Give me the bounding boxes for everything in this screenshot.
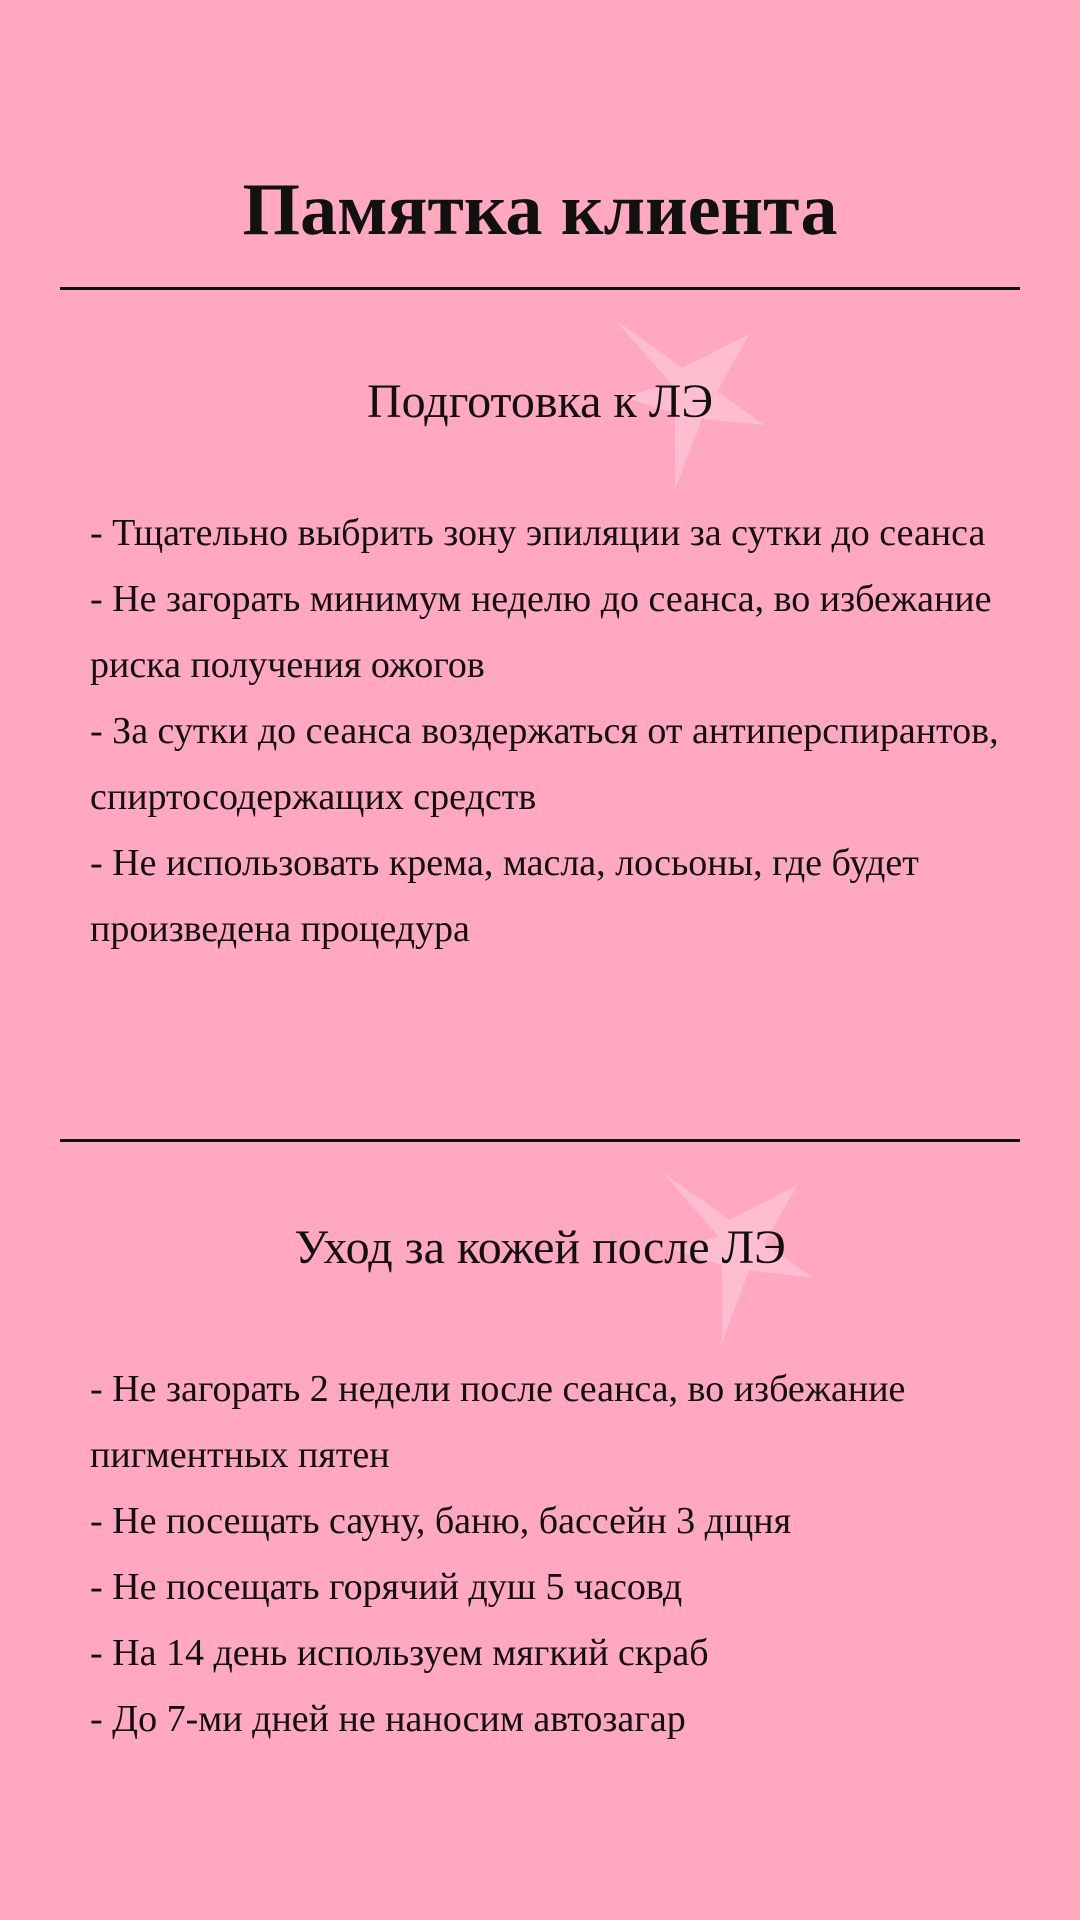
section-title-preparation: Подготовка к ЛЭ bbox=[366, 375, 714, 428]
list-item: - Не использовать крема, масла, лосьоны, где будет произведена процедура bbox=[90, 842, 919, 950]
list-item: - На 14 день используем мягкий скраб bbox=[90, 1632, 709, 1674]
list-item: - Не посещать горячий душ 5 часовд bbox=[90, 1566, 683, 1608]
aftercare-list bbox=[90, 1356, 1040, 1752]
list-item: - Не загорать минимум неделю до сеанса, во избежание риска получения ожогов bbox=[90, 578, 992, 686]
list-item: - До 7-ми дней не наносим автозагар bbox=[90, 1698, 686, 1740]
list-item: - Не посещать сауну, баню, бассейн 3 дщня bbox=[90, 1500, 792, 1542]
preparation-list bbox=[90, 500, 1040, 962]
section-title-aftercare: Уход за кожей после ЛЭ bbox=[294, 1221, 786, 1274]
top-divider bbox=[60, 287, 1020, 290]
page-title: Памятка клиента bbox=[242, 169, 838, 251]
list-item: - За сутки до сеанса воздержаться от антиперспирантов, спиртосодержащих средств bbox=[90, 710, 999, 818]
list-item: - Не загорать 2 недели после сеанса, во избежание пигментных пятен bbox=[90, 1368, 906, 1476]
list-item: - Тщательно выбрить зону эпиляции за сутки до сеанса bbox=[90, 512, 986, 554]
middle-divider bbox=[60, 1139, 1020, 1142]
